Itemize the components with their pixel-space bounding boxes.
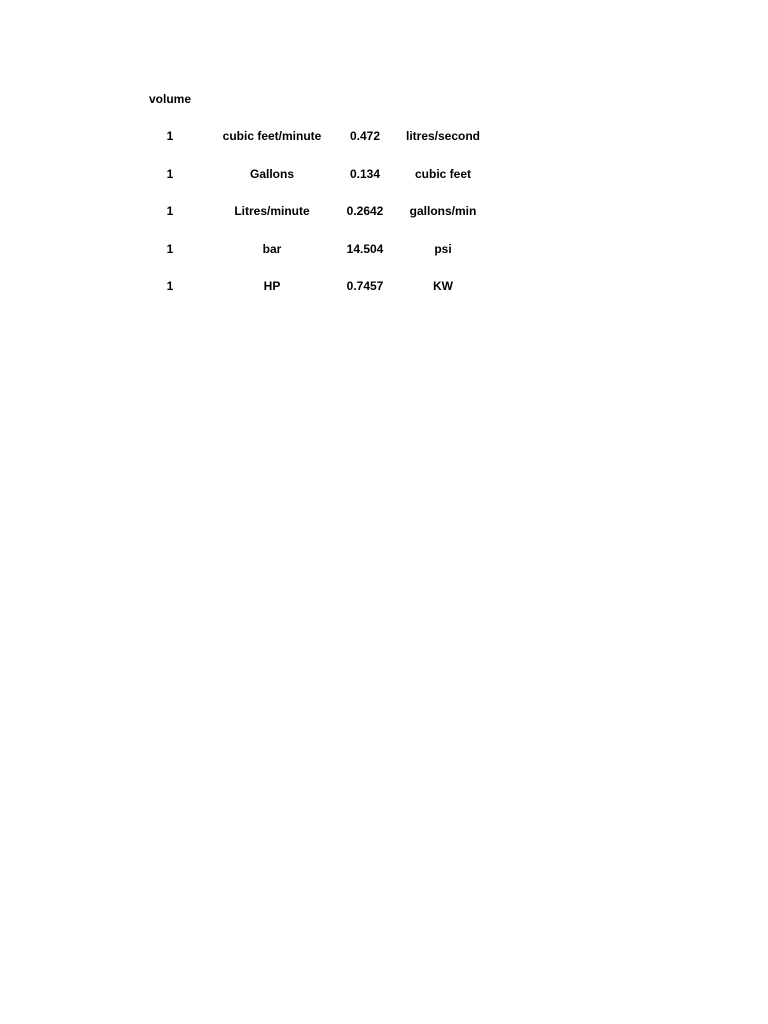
table-row <box>130 277 510 315</box>
to-unit-cell: cubic feet <box>414 166 471 181</box>
quantity-cell: 1 <box>166 129 174 143</box>
factor-cell: 0.472 <box>349 129 381 143</box>
from-unit-cell: cubic feet/minute <box>222 129 322 143</box>
quantity-cell: 1 <box>166 241 174 256</box>
table-row <box>130 165 510 203</box>
to-unit-cell: psi <box>434 241 452 256</box>
quantity-cell: 1 <box>166 204 174 218</box>
factor-cell: 0.134 <box>349 166 381 181</box>
from-unit-cell: bar <box>262 241 282 256</box>
factor-cell: 14.504 <box>346 241 384 256</box>
quantity-cell: 1 <box>166 279 174 293</box>
table-row <box>130 127 510 165</box>
from-unit-cell: Litres/minute <box>234 204 310 218</box>
from-unit-cell: Gallons <box>249 166 294 181</box>
quantity-cell: 1 <box>166 166 174 181</box>
table-row <box>130 240 510 278</box>
from-unit-cell: HP <box>263 279 281 293</box>
factor-cell: 0.2642 <box>346 204 384 218</box>
to-unit-cell: litres/second <box>405 129 481 143</box>
factor-cell: 0.7457 <box>346 279 384 293</box>
section-heading: volume <box>149 92 192 106</box>
to-unit-cell: KW <box>433 279 453 293</box>
table-row <box>130 202 510 240</box>
conversion-table <box>130 127 510 315</box>
to-unit-cell: gallons/min <box>409 204 477 218</box>
